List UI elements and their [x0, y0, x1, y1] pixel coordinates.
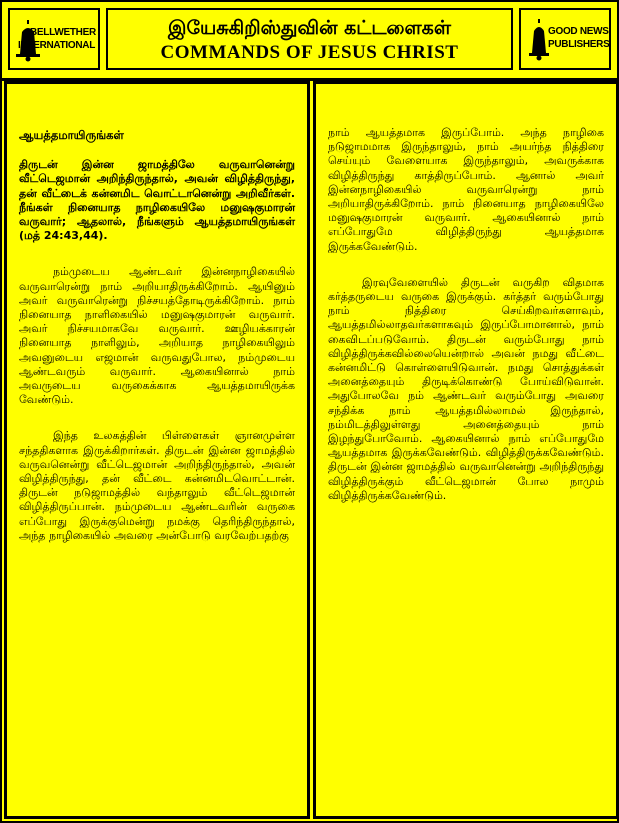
scripture-quote: திருடன் இன்ன ஜாமத்திலே வருவானென்று வீட்டெஜமான் அறிந்திருந்தால், அவன் விழித்திருந்து, தன் வீட்டைக் கன்னமிட வொட்டானென்று அறிவீர்கள். நீங்கள் நினையாத நாழிகையிலே மனுஷகுமாரன் வருவார்; ஆதலால், நீங்களும் ஆயத்தமாயிருங்கள் (மத் 24:43,44). — [19, 158, 295, 243]
paragraph-2: இந்த உலகத்தின் பிள்ளைகள் ஞானமுள்ள சந்ததிகளாக இருக்கிறார்கள். திருடன் இன்ன ஜாமத்தில் வருவனென்று வீட்டெஜமான் அறிந்திருந்தால், அவன் விழித்திருந்து, தன் வீட்டை கன்னமிடவொட்டான். திருடன் நடுஜாமத்தில் வந்தாலும் வீட்டெஜமான் விழித்திருப்பான். நம்முடைய ஆண்டவரின் வருகை எப்போது இருக்குமென்று நமக்கு தெரிந்திருந்தால், அந்த நாழிகையில் அவரை அன்போடு வரவேற்பதற்கு — [19, 429, 295, 542]
bellwether-sub: INTERNATIONAL — [18, 40, 96, 51]
page-title-english: COMMANDS OF JESUS CHRIST — [160, 42, 459, 63]
good-news-name: GOOD NEWS — [548, 26, 609, 37]
paragraph-4: இரவுவேளையில் திருடன் வருகிற விதமாக கர்த்தருடைய வருகை இருக்கும். கர்த்தர் வரும்போது நாம் நித்திரை செய்கிறவர்களாவும், ஆயத்தமில்லாதவர்களாகவும் இருப்போமானால், நாம் கைவிடப்படுவோம். திருடன் வரும்போது நாம் விழித்திருக்கவில்லையென்றால் அவன் நமது வீட்டை கன்னமிட்டு கொள்ளையிடுவான். நமது சொத்துக்கள் அனைத்தையும் திருடிக்கொண்டு போய்விடுவான். அதுபோலவே நம் ஆண்டவர் வரும்போது அவரை சந்திக்க நாம் ஆயத்தமில்லாமல் இருந்தால், நம்மிடத்திலுள்ளது அனைத்தையும் நாம் இழந்துபோவோம். ஆகையினால் நாம் எப்போதுமே ஆயத்தமாக இருக்கவேண்டும். விழித்திருக்கவேண்டும். திருடன் இன்ன ஜாமத்தில் வருவானென்று அறிந்திருந்து விழித்திருக்கும் வீட்டெஜமான் போல நாமும் விழித்திருக்கவேண்டும். — [328, 275, 604, 502]
article-heading: ஆயத்தமாயிருங்கள் — [19, 128, 124, 142]
title-box — [106, 8, 513, 70]
good-news-logo — [519, 8, 611, 70]
left-column — [4, 81, 310, 819]
page-title-tamil: இயேசுகிறிஸ்துவின் கட்டளைகள் — [168, 17, 451, 39]
bellwether-name: BELLWETHER — [30, 27, 96, 38]
paragraph-1: நம்முடைய ஆண்டவர் இன்னநாழிகையில் வருவாரென்று நாம் அறியாதிருக்கிறோம். ஆயினும் அவர் வருவாரென்று நிச்சயத்தோடிருக்கிறோம். நாம் நினையாத நாளிகையில் மனுஷகுமாரன் வருவார். அவர் நிச்சயமாகவே வருவார். ஊழியக்காரன் நினையாத நாளிலும், அறியாத நாழிகையிலும் அவனுடைய எஜமான் வருவதுபோல, நம்முடைய ஆண்டவரும் வருவார். ஆகையினால் நாம் அவருடைய வருகைக்காக ஆயத்தமாயிருக்க வேண்டும். — [19, 265, 295, 407]
bellwether-logo — [8, 8, 100, 70]
publishers-name: PUBLISHERS — [548, 39, 610, 50]
header — [2, 2, 617, 81]
paragraph-3: நாம் ஆயத்தமாக இருப்போம். அந்த நாழிகை நடுஜாமமாக இருந்தாலும், நாம் அயர்ந்த நித்திரை செய்யும் வேளையாக இருந்தாலும், அவருக்காக விழித்திருந்து காத்திருப்போம். ஆனால் அவர் இன்னநாழிகையில் வருவாரென்று நாம் அறியாதிருக்கிறோம். நாம் நினையாத நாழிகையிலே மனுஷகுமாரன் வருவார். ஆகையினால் நாம் எப்போதுமே விழித்திருந்து ஆயத்தமாக இருக்கவேண்டும். — [328, 126, 604, 253]
right-column — [313, 81, 619, 819]
